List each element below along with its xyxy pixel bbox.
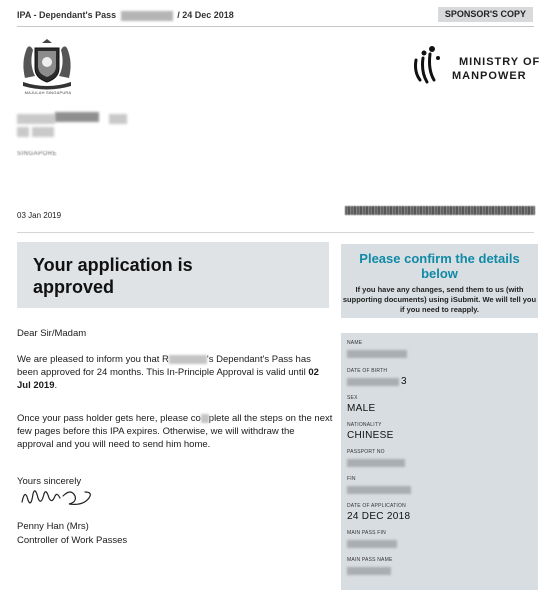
redacted-main-name-value (347, 567, 391, 575)
logo-text-line2: MANPOWER (452, 70, 527, 82)
crest-motto: MAJULAH SINGAPURA (24, 90, 72, 95)
redacted-barcode (345, 206, 535, 215)
redacted-address-line (17, 114, 55, 124)
document-reference (17, 10, 234, 21)
redacted-address-line (17, 127, 29, 137)
section-divider (17, 232, 534, 233)
nationality-label: NATIONALITY (347, 422, 382, 428)
signature-image (19, 480, 99, 512)
application-date-label: DATE OF APPLICATION (347, 503, 406, 509)
redacted-passport-value (347, 459, 405, 467)
para2-rest: plete all the steps on the next few pages before this IPA expires. Otherwise, we will withdraw the approval and you will need to send him home. (17, 413, 333, 450)
letter-date: 03 Jan 2019 (17, 211, 62, 220)
approval-paragraph (17, 353, 333, 392)
para1-end: . (54, 380, 58, 391)
redacted-text (201, 414, 209, 423)
main-pass-name-label: MAIN PASS NAME (347, 557, 393, 563)
redacted-name-value (347, 350, 407, 358)
redacted-address-line (55, 112, 99, 122)
redacted-main-fin-value (347, 540, 397, 548)
redacted-address-line (109, 114, 127, 124)
salutation: Dear Sir/Madam (17, 328, 87, 339)
logo-text-line1: MINISTRY OF (459, 56, 541, 68)
para2-start: Once your pass holder gets here, please co (17, 413, 201, 424)
para1-middle: 's Dependant's Pass has been approved for 24 months. This In-Principle Approval is valid until (17, 354, 311, 378)
closing: Yours sincerely (17, 476, 82, 487)
sponsor-copy-badge: SPONSOR'S COPY (438, 7, 533, 22)
redacted-name (169, 355, 207, 364)
application-date-value: 24 DEC 2018 (347, 511, 411, 522)
redacted-fin-value (347, 486, 411, 494)
reference-date: / 24 Dec 2018 (177, 10, 234, 20)
main-pass-fin-label: MAIN PASS FIN (347, 530, 386, 536)
confirm-title: Please confirm the details below (359, 251, 520, 281)
signer-title: Controller of Work Passes (17, 535, 128, 546)
passport-label: PASSPORT NO (347, 449, 385, 455)
confirm-instructions: If you have any changes, send them to us (with supporting documents) using iSubmit. We will tell you if you need to reapply. (342, 285, 537, 314)
sex-value: MALE (347, 403, 376, 414)
redacted-address-line (32, 127, 54, 137)
fin-label: FIN (347, 476, 356, 482)
instructions-paragraph (17, 412, 333, 451)
approval-title: Your application is approved (33, 255, 193, 297)
ministry-logo-icon (412, 44, 442, 84)
sex-label: SEX (347, 395, 358, 401)
header-divider (17, 26, 534, 27)
redacted-dob-value (347, 378, 399, 386)
name-label: NAME (347, 340, 363, 346)
validity-date: 02 Jul 2019 (17, 367, 319, 391)
redacted-reference (121, 11, 173, 21)
nationality-value: CHINESE (347, 430, 394, 441)
dob-label: DATE OF BIRTH (347, 368, 388, 374)
reference-prefix: IPA - Dependant's Pass (17, 10, 117, 20)
dob-value: 3 (401, 376, 407, 387)
signer-name: Penny Han (Mrs) (17, 521, 89, 532)
singapore-crest-icon (17, 38, 77, 90)
para1-start: We are pleased to inform you that R (17, 354, 169, 365)
address-country: SINGAPORE (17, 151, 58, 157)
